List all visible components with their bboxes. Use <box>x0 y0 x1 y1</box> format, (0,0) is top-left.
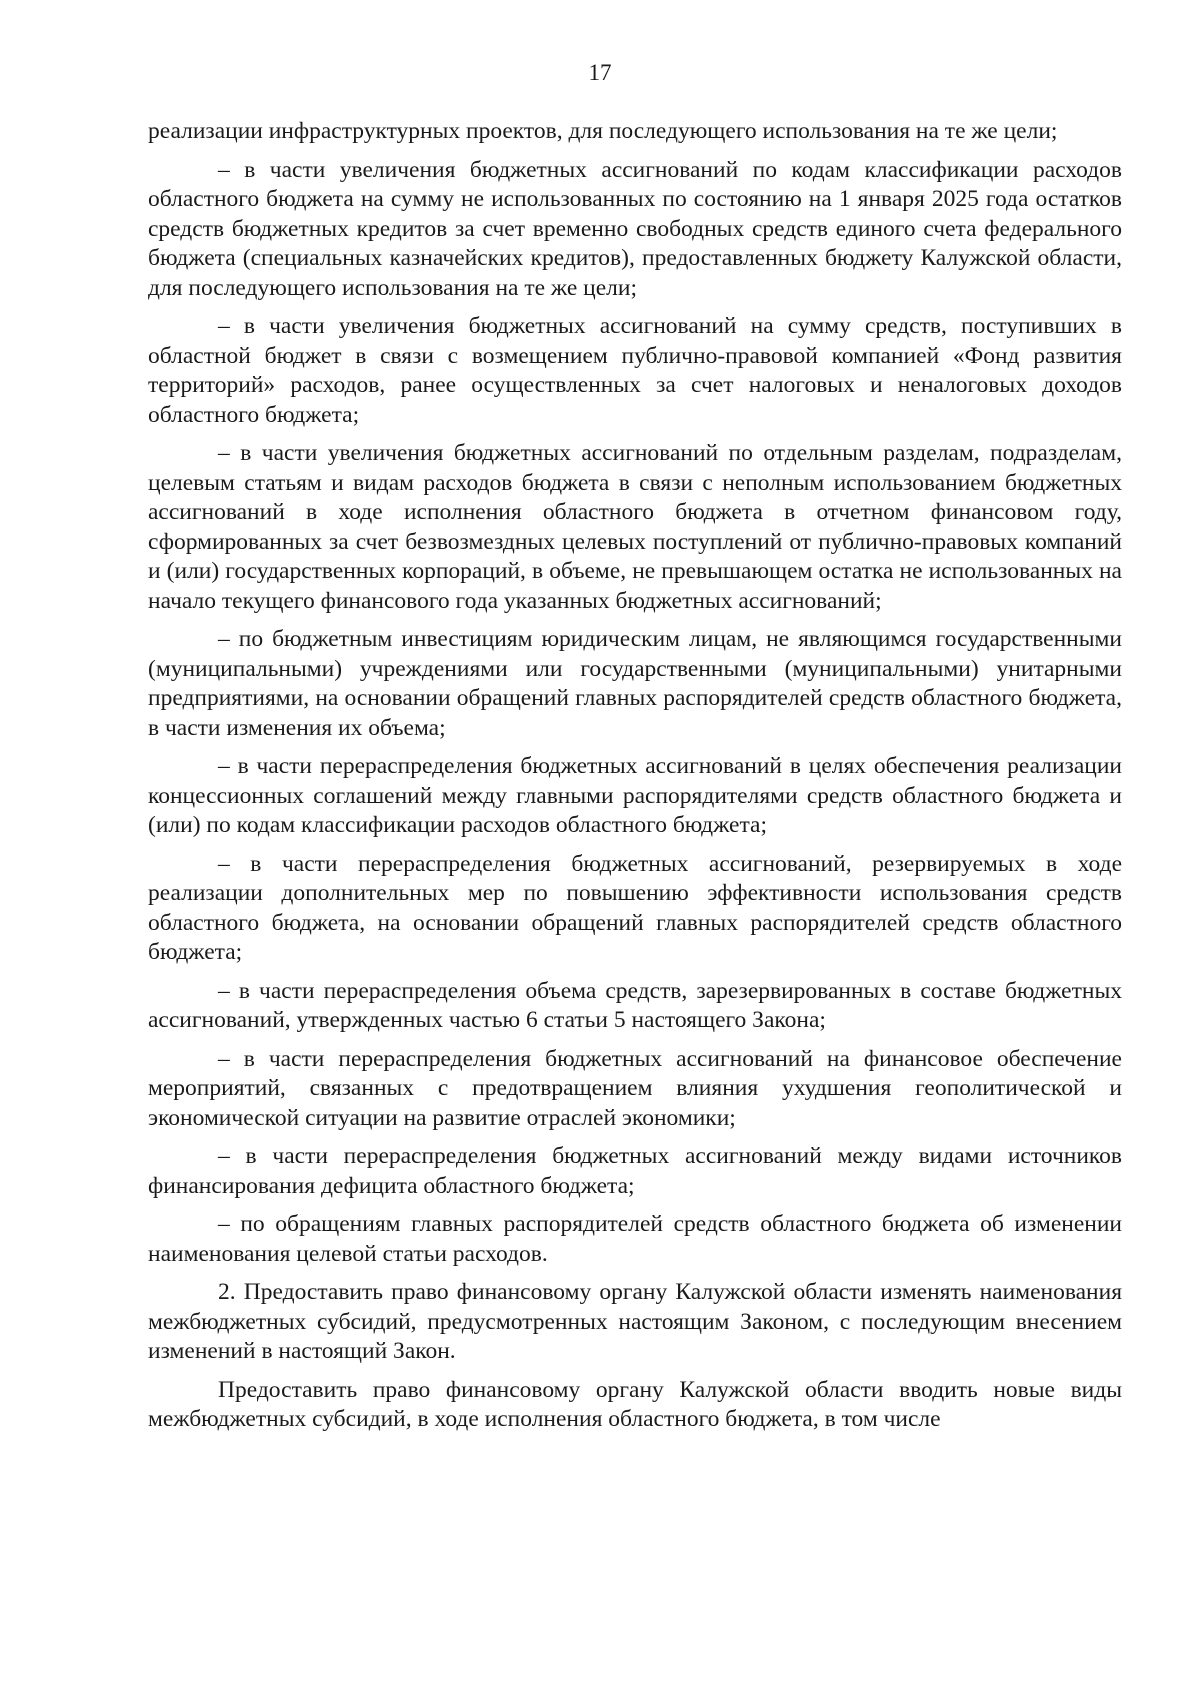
paragraph-deficit-sources: – в части перераспределения бюджетных ассигнований между видами источников финансирования дефицита областного бюджета; <box>148 1143 1122 1199</box>
paragraph-budget-credits: – в части увеличения бюджетных ассигнований по кодам классификации расходов областного бюджета на сумму не использованных по состоянию на 1 января 2025 года остатков средств бюджетных кредитов за счет временно свободных средств единого счета федерального бюджета (специальных казначейских кредитов), предоставленных бюджету Калужской области, для последующего использования на те же цели; <box>148 156 1122 301</box>
paragraph-reserved-allocations: – в части перераспределения бюджетных ассигнований, резервируемых в ходе реализации дополнительных мер по повышению эффективности использования средств областного бюджета, на основании обращений главных распорядителей средств областного бюджета; <box>148 850 1122 965</box>
paragraph-reserved-funds: – в части перераспределения объема средств, зарезервированных в составе бюджетных ассигнований, утвержденных частью 6 статьи 5 настоящего Закона; <box>148 977 1122 1033</box>
document-body <box>148 117 1122 1444</box>
paragraph-territory-fund: – в части увеличения бюджетных ассигнований на сумму средств, поступивших в областной бюджет в связи с возмещением публично-правовой компанией «Фонд развития территорий» расходов, ранее осуществленных за счет налоговых и неналоговых доходов областного бюджета; <box>148 313 1122 428</box>
paragraph-new-subsidies: Предоставить право финансовому органу Калужской области вводить новые виды межбюджетных субсидий, в ходе исполнения областного бюджета, в том числе <box>148 1376 1122 1432</box>
paragraph-subsidy-names: 2. Предоставить право финансовому органу Калужской области изменять наименования межбюджетных субсидий, предусмотренных настоящим Законом, с последующим внесением изменений в настоящий Закон. <box>148 1279 1122 1364</box>
paragraph-unused-allocations: – в части увеличения бюджетных ассигнований по отдельным разделам, подразделам, целевым статьям и видам расходов бюджета в связи с неполным использованием бюджетных ассигнований в ходе исполнения областного бюджета в отчетном финансовом году, сформированных за счет безвозмездных целевых поступлений от публично-правовых компаний и (или) государственных корпораций, в объеме, не превышающем остатка не использованных на начало текущего финансового года указанных бюджетных ассигнований; <box>148 440 1122 614</box>
paragraph-budget-investments: – по бюджетным инвестициям юридическим лицам, не являющимся государственными (муниципальными) учреждениями или государственными (муниципальными) унитарными предприятиями, на основании обращений главных распорядителей средств областного бюджета, в части изменения их объема; <box>148 626 1122 741</box>
paragraph-concession-agreements: – в части перераспределения бюджетных ассигнований в целях обеспечения реализации концессионных соглашений между главными распорядителями средств областного бюджета и (или) по кодам классификации расходов областного бюджета; <box>148 753 1122 838</box>
paragraph-target-article-names: – по обращениям главных распорядителей средств областного бюджета об изменении наименования целевой статьи расходов. <box>148 1211 1122 1267</box>
page-number: 17 <box>588 60 612 85</box>
paragraph-continuation: реализации инфраструктурных проектов, для последующего использования на те же цели; <box>148 118 1058 144</box>
paragraph-geopolitical-measures: – в части перераспределения бюджетных ассигнований на финансовое обеспечение мероприятий, связанных с предотвращением влияния ухудшения геополитической и экономической ситуации на развитие отраслей экономики; <box>148 1045 1122 1131</box>
